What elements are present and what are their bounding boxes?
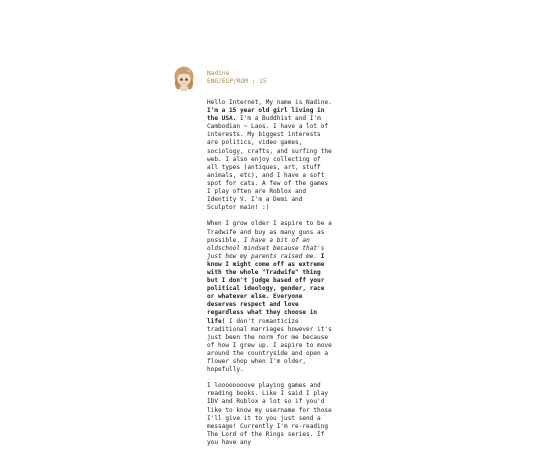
chibi-girl-avatar-icon	[171, 64, 197, 92]
bio-text: I don't romanticize traditional marriages however it's just been the norm for me because of how I grew up. I aspire to move around the countryside and open a flower shop when I'm older, hopefully.	[207, 317, 332, 374]
bio-paragraph	[207, 99, 335, 212]
bio-bold-text: I know I might come off as extreme with the whole "Tradwife" thing but I don't judge based off your political ideology, gender, race or whatever else. Everyone deserves respect and love regardless what they choose in life!	[207, 252, 325, 325]
profile-meta: ENG/ESP/ROM ; 15	[207, 78, 267, 85]
bio-text: Hello Internet, My name is Nadine.	[207, 99, 332, 106]
bio-text: When I grow older I aspire to be a Tradwife and buy as many guns as possible.	[207, 220, 332, 244]
profile-name: Nadine	[207, 70, 230, 77]
bio-text: I'm a Buddhist and I'm Cambodian ~ Laos. I have a lot of interests. My biggest interests are politics, video games, sociology, crafts, and surfing the web. I also enjoy collecting of all types (antiques, art, stuff animals, etc), and I have a soft spot for cats. A few of the games I play often are Roblox and Identity V. I'm a Demi and Sculptor main! :)	[207, 115, 332, 212]
bio-paragraph	[207, 382, 335, 447]
bio-italic-text: I have a bit of an oldschool mindset because that's just how my parents raised me.	[207, 236, 325, 260]
bio-content	[207, 99, 335, 455]
bio-paragraph	[207, 220, 335, 374]
bio-text: I loooooooove playing games and reading books. Like I said I play IDV and Roblox a lot so if you'd like to know my username for those I'll give it to you just send a message! Currently I'm re-reading The Lord of the Rings series. If you have any	[207, 382, 332, 446]
bio-bold-text: I'm a 15 year old girl living in the USA.	[207, 107, 325, 123]
